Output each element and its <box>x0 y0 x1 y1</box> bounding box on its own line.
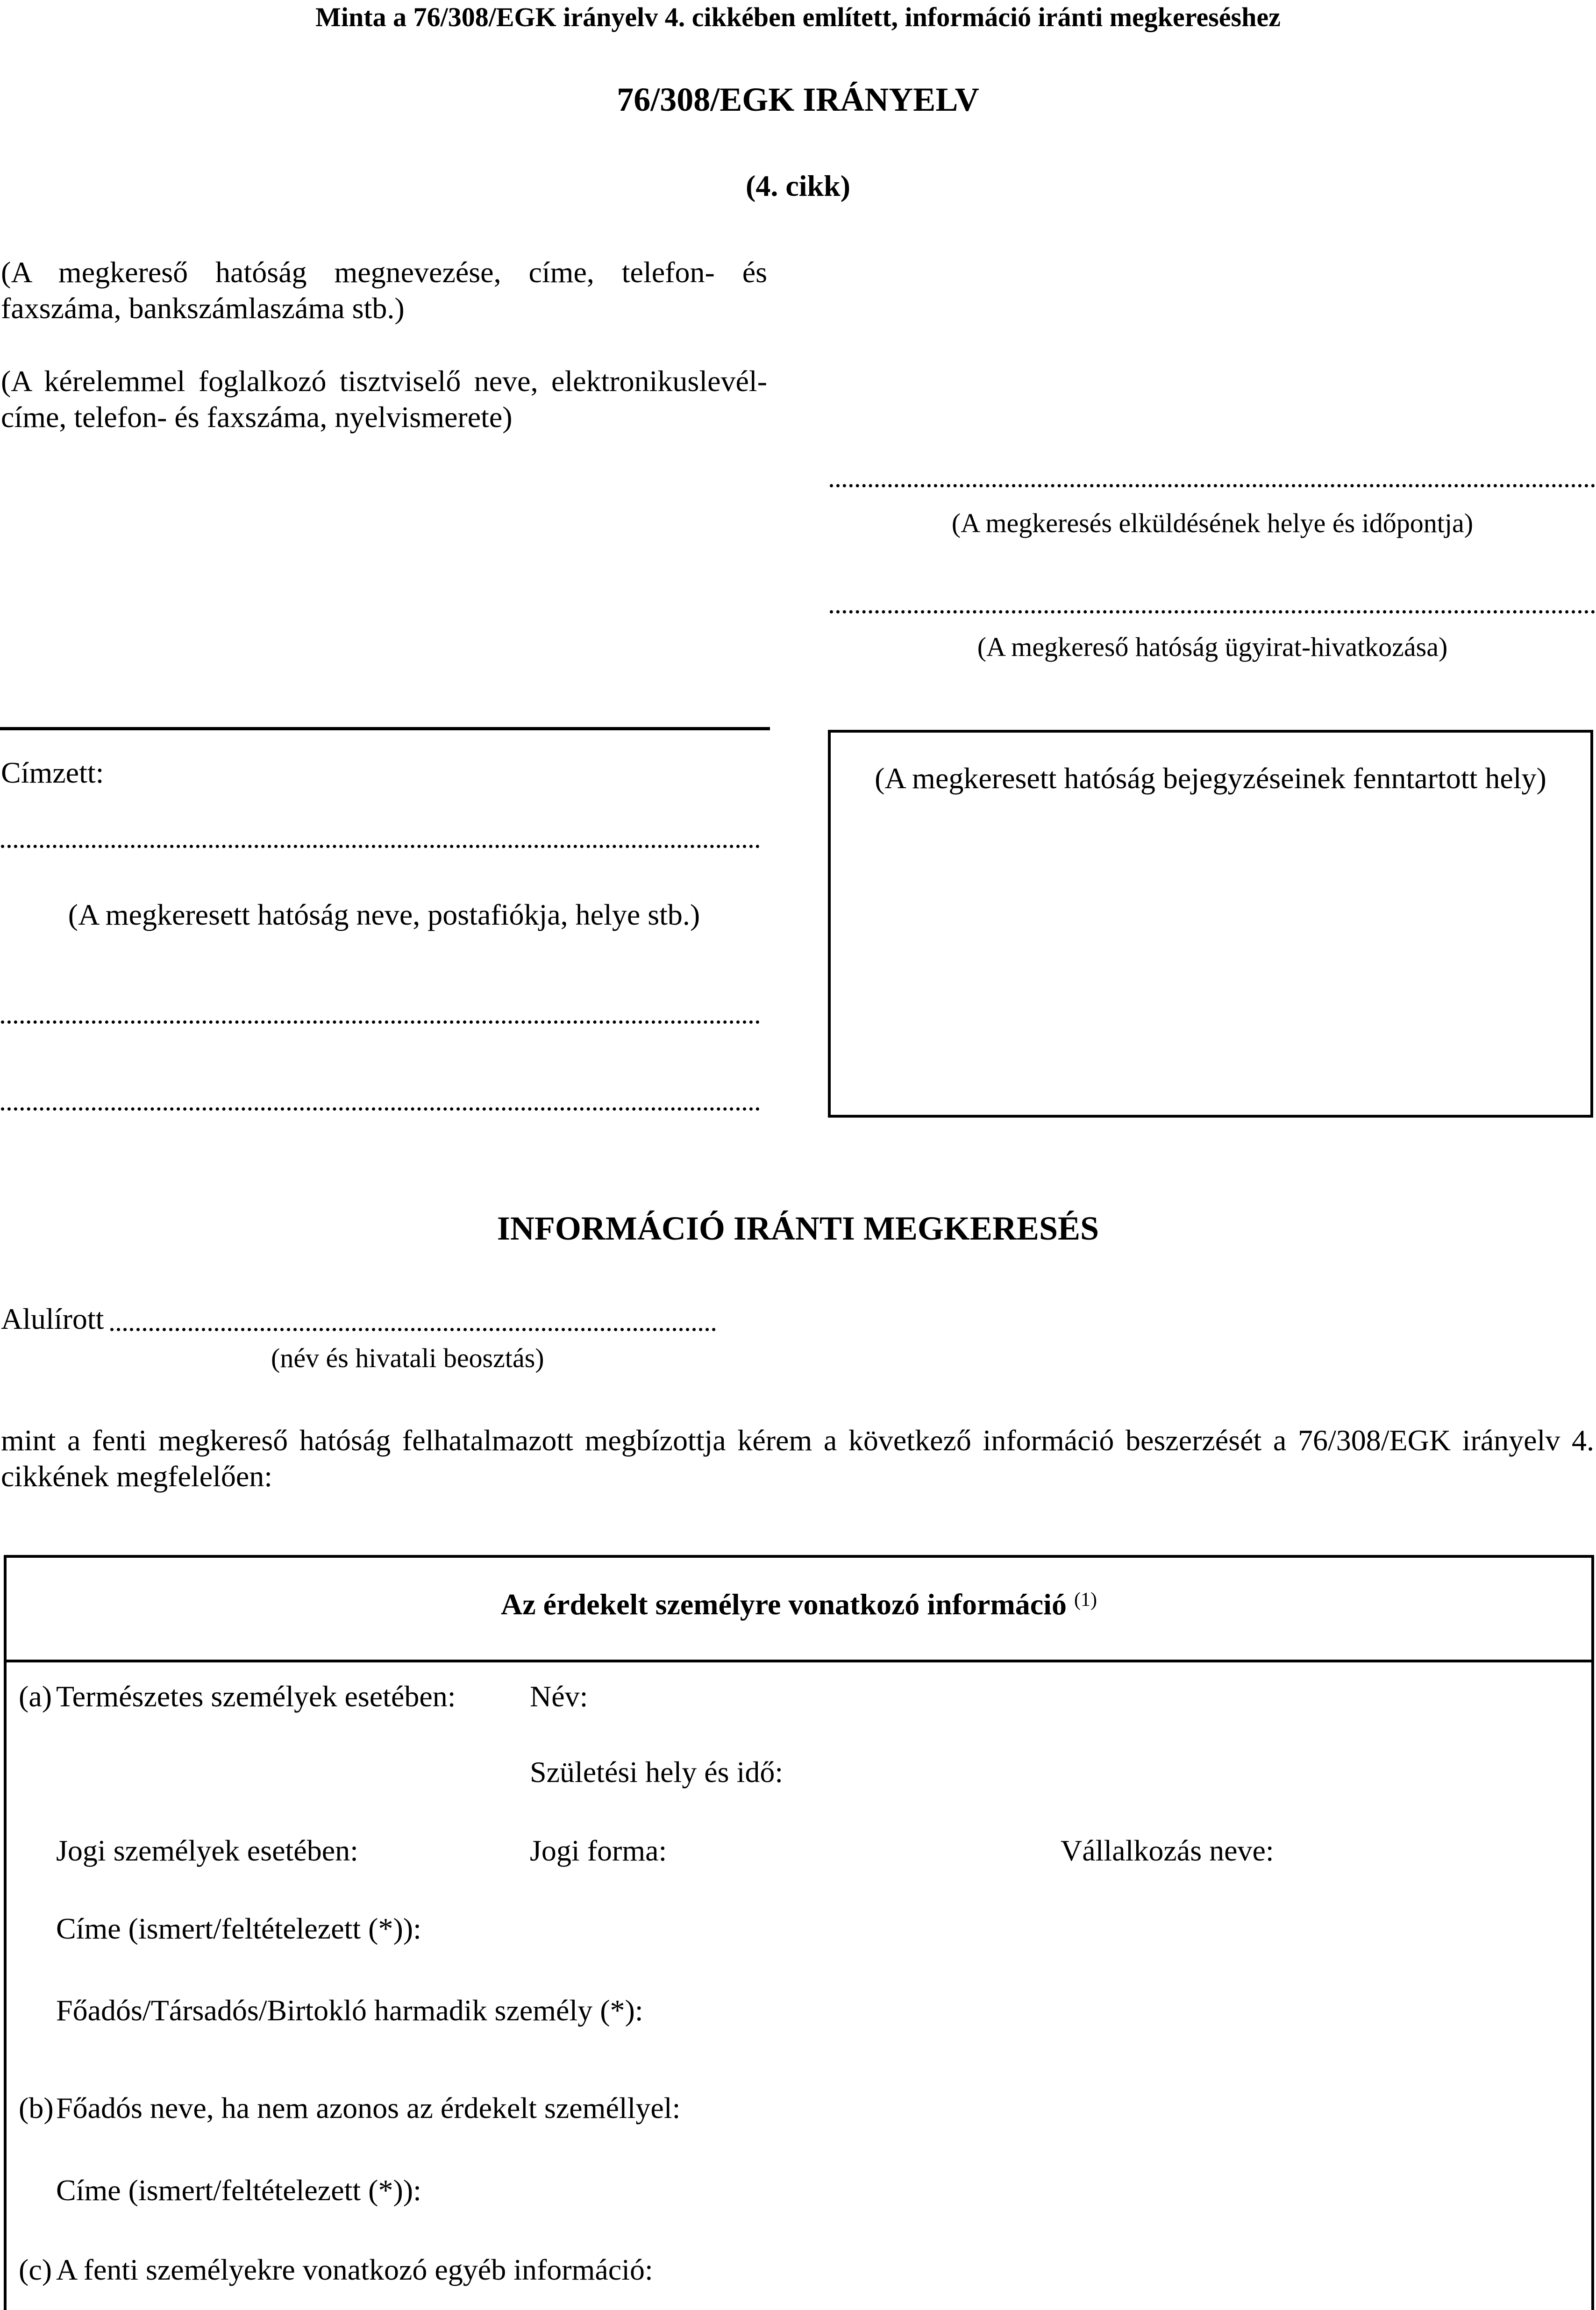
debtor-roles-label[interactable]: Főadós/Társadós/Birtokló harmadik személy (*): <box>56 1994 643 2027</box>
other-info-label[interactable]: A fenti személyekre vonatkozó egyéb információ: <box>56 2253 653 2286</box>
info-table-title-text: Az érdekelt személyre vonatkozó információ <box>501 1588 1067 1621</box>
recipient-caption: (A megkeresett hatóság neve, postafiókja, helye stb.) <box>68 898 700 931</box>
directive-title: 76/308/EGK IRÁNYELV <box>617 81 979 118</box>
main-debtor-label[interactable]: Főadós neve, ha nem azonos az érdekelt személlyel: <box>56 2091 681 2125</box>
name-field-label[interactable]: Név: <box>530 1680 588 1713</box>
handling-official-details: (A kérelemmel foglalkozó tisztviselő neve, elektronikuslevél-címe, telefon- és faxszáma, nyelvismerete) <box>1 364 767 434</box>
item-b-marker: (b) <box>19 2091 54 2125</box>
undersigned-dotted-line[interactable] <box>110 1328 716 1331</box>
form-template-title: Minta a 76/308/EGK irányelv 4. cikkében említett, információ iránti megkereséshez <box>315 2 1281 32</box>
address-a-label[interactable]: Címe (ismert/feltételezett (*)): <box>56 1912 421 1945</box>
legal-persons-label: Jogi személyek esetében: <box>56 1834 358 1867</box>
reference-dotted-line[interactable] <box>830 610 1595 613</box>
recipient-dotted-line-2[interactable] <box>1 1020 760 1024</box>
info-table-title <box>4 1587 1594 1623</box>
item-a-marker: (a) <box>19 1680 52 1713</box>
undersigned-caption: (név és hivatali beosztás) <box>271 1343 544 1373</box>
item-c-marker: (c) <box>19 2253 52 2286</box>
natural-persons-label: Természetes személyek esetében: <box>56 1680 456 1713</box>
place-date-dotted-line[interactable] <box>830 484 1595 487</box>
company-name-label[interactable]: Vállalkozás neve: <box>1061 1834 1274 1867</box>
place-date-caption: (A megkeresés elküldésének helye és időpontja) <box>951 508 1474 538</box>
recipient-dotted-line-1[interactable] <box>1 845 760 848</box>
recipient-label: Címzett: <box>1 756 104 789</box>
request-body-text: mint a fenti megkereső hatóság felhatalmazott megbízottja kérem a következő információ beszerzését a 76/308/EGK irányelv 4. cikkének megfelelően: <box>1 1424 1594 1493</box>
requesting-authority-details: (A megkereső hatóság megnevezése, címe, telefon- és faxszáma, bankszámlaszáma stb.) <box>1 256 767 325</box>
undersigned-label: Alulírott <box>1 1302 104 1335</box>
birth-place-date-label[interactable]: Születési hely és idő: <box>530 1755 784 1789</box>
reserved-space-caption: (A megkeresett hatóság bejegyzéseinek fenntartott hely) <box>875 762 1546 795</box>
reserved-space-box[interactable] <box>828 730 1593 1118</box>
info-table-header-rule <box>4 1660 1594 1662</box>
address-b-label[interactable]: Címe (ismert/feltételezett (*)): <box>56 2174 421 2207</box>
reference-caption: (A megkereső hatóság ügyirat-hivatkozása) <box>977 632 1448 662</box>
footnote-marker: (1) <box>1074 1589 1097 1611</box>
article-reference: (4. cikk) <box>746 169 850 202</box>
request-title: INFORMÁCIÓ IRÁNTI MEGKERESÉS <box>497 1210 1099 1247</box>
recipient-dotted-line-3[interactable] <box>1 1107 760 1111</box>
recipient-top-rule <box>0 727 770 730</box>
legal-form-label[interactable]: Jogi forma: <box>530 1834 667 1867</box>
